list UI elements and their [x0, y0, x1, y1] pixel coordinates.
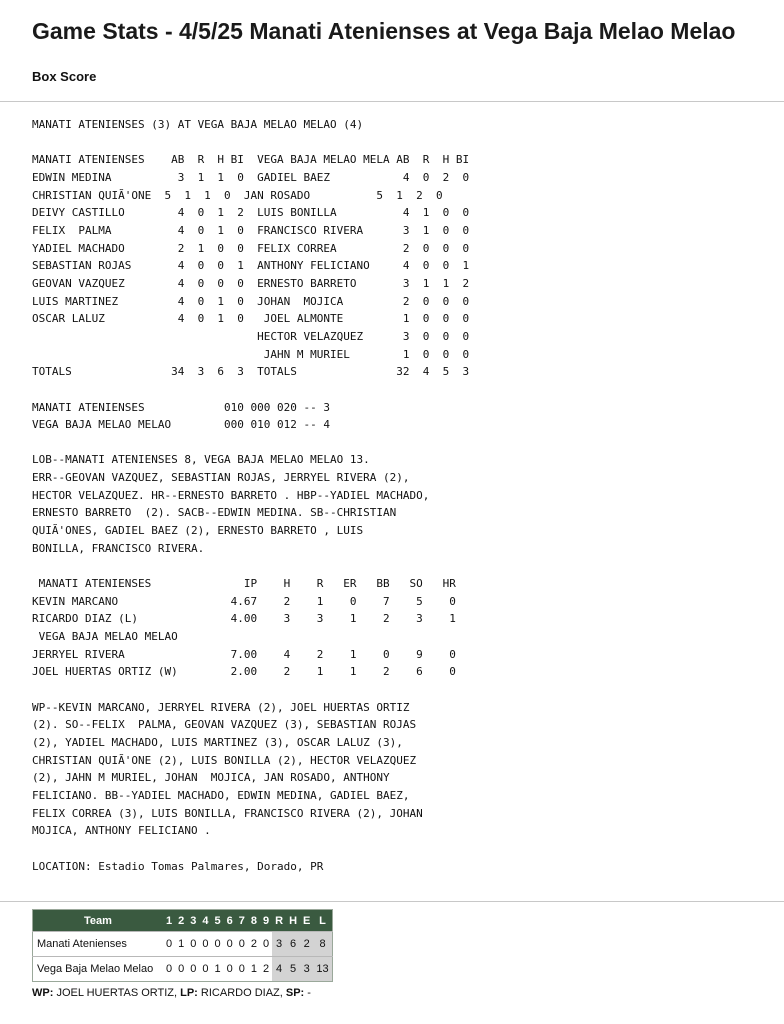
team-name: Manati Atenienses — [33, 932, 164, 957]
column-header-inning: 5 — [212, 910, 224, 932]
inning-score: 0 — [224, 932, 236, 957]
save-pitcher-name: - — [304, 987, 311, 999]
column-header-hits: H — [286, 910, 300, 932]
total-hits: 5 — [286, 957, 300, 982]
inning-score: 1 — [248, 957, 260, 982]
inning-score: 2 — [260, 957, 272, 982]
total-runs: 4 — [272, 957, 286, 982]
column-header-inning: 3 — [187, 910, 199, 932]
inning-score: 1 — [212, 957, 224, 982]
inning-score: 0 — [199, 932, 211, 957]
column-header-lob: L — [313, 910, 332, 932]
inning-score: 0 — [175, 957, 187, 982]
box-score-text: MANATI ATENIENSES (3) AT VEGA BAJA MELAO MELAO (4) MANATI ATENIENSES AB R H BI VEGA BAJA MELAO MELA AB R H BI EDWIN MEDINA 3 1 1 0 GADIEL BAEZ 4 0 2 0 CHRISTIAN QUIÃ'ONE 5 1 1 0 JAN ROSADO 5 1 2 0 DEIVY CASTILLO 4 0 1 2 LUIS BONILLA 4 1 0 0 FELIX PALMA 4 0 1 0 FRANCISCO RIVERA 3 1 0 0 YADIEL MACHADO 2 1 0 0 FELIX CORREA 2 0 0 0 SEBASTIAN ROJAS 4 0 0 1 ANTHONY FELICIANO 4 0 0 1 GEOVAN VAZQUEZ 4 0 0 0 ERNESTO BARRETO 3 1 1 2 LUIS MARTINEZ 4 0 1 0 JOHAN MOJICA 2 0 0 0 OSCAR LALUZ 4 0 1 0 JOEL ALMONTE 1 0 0 0 HECTOR VELAZQUEZ 3 0 0 0 JAHN M MURIEL 1 0 0 0 TOTALS 34 3 6 3 TOTALS 32 4 5 3 MANATI ATENIENSES 010 000 020 -- 3 VEGA BAJA MELAO MELAO 000 010 012 -- 4 LOB--MANATI ATENIENSES 8, VEGA BAJA MELAO MELAO 13. ERR--GEOVAN VAZQUEZ, SEBASTIAN ROJAS, JERRYEL RIVERA (2), HECTOR VELAZQUEZ. HR--ERNESTO BARRETO . HBP--YADIEL MACHADO, ERNESTO BARRETO (2). SACB--EDWIN MEDINA. SB--CHRISTIAN QUIÃ'ONES, GADIEL BAEZ (2), ERNESTO BARRETO , LUIS BONILLA, FRANCISCO RIVERA. MANATI ATENIENSES IP H R ER BB SO HR KEVIN MARCANO 4.67 2 1 0 7 5 0 RICARDO DIAZ (L) 4.00 3 3 1 2 3 1 VEGA BAJA MELAO MELAO JERRYEL RIVERA 7.00 4 2 1 0 9 0 JOEL HUERTAS ORTIZ (W) 2.00 2 1 1 2 6 0 WP--KEVIN MARCANO, JERRYEL RIVERA (2), JOEL HUERTAS ORTIZ (2). SO--FELIX PALMA, GEOVAN VAZQUEZ (3), SEBASTIAN ROJAS (2), YADIEL MACHADO, LUIS MARTINEZ (3), OSCAR LALUZ (3), CHRISTIAN QUIÃ'ONE (2), LUIS BONILLA (2), HECTOR VELAZQUEZ (2), JAHN M MURIEL, JOHAN MOJICA, JAN ROSADO, ANTHONY FELICIANO. BB--YADIEL MACHADO, EDWIN MEDINA, GADIEL BAEZ, FELIX CORREA (3), LUIS BONILLA, FRANCISCO RIVERA (2), JOHAN MOJICA, ANTHONY FELICIANO . LOCATION: Estadio Tomas Palmares, Dorado, PR — [32, 118, 470, 873]
inning-score: 0 — [163, 957, 175, 982]
total-lob: 8 — [313, 932, 332, 957]
table-row — [33, 957, 333, 982]
losing-pitcher-label: LP: — [180, 987, 198, 999]
losing-pitcher-name: RICARDO DIAZ, — [197, 987, 286, 999]
inning-score: 0 — [260, 932, 272, 957]
column-header-inning: 4 — [199, 910, 211, 932]
divider — [0, 901, 784, 902]
column-header-inning: 7 — [236, 910, 248, 932]
inning-score: 0 — [224, 957, 236, 982]
total-lob: 13 — [313, 957, 332, 982]
total-errors: 3 — [300, 957, 313, 982]
column-header-inning: 2 — [175, 910, 187, 932]
total-runs: 3 — [272, 932, 286, 957]
team-name: Vega Baja Melao Melao — [33, 957, 164, 982]
column-header-inning: 8 — [248, 910, 260, 932]
inning-score: 0 — [187, 932, 199, 957]
inning-score: 0 — [212, 932, 224, 957]
inning-score: 1 — [175, 932, 187, 957]
column-header-inning: 6 — [224, 910, 236, 932]
line-score-header-row — [33, 910, 333, 932]
inning-score: 0 — [163, 932, 175, 957]
column-header-errors: E — [300, 910, 313, 932]
column-header-team: Team — [33, 910, 164, 932]
total-hits: 6 — [286, 932, 300, 957]
save-pitcher-label: SP: — [285, 987, 305, 999]
section-title-box-score: Box Score — [32, 69, 97, 84]
inning-score: 2 — [248, 932, 260, 957]
page-title: Game Stats - 4/5/25 Manati Atenienses at Vega Baja Melao Melao — [32, 18, 736, 44]
inning-score: 0 — [199, 957, 211, 982]
column-header-inning: 9 — [260, 910, 272, 932]
total-errors: 2 — [300, 932, 313, 957]
pitchers-of-record — [32, 987, 311, 999]
inning-score: 0 — [236, 932, 248, 957]
column-header-inning: 1 — [163, 910, 175, 932]
inning-score: 0 — [187, 957, 199, 982]
winning-pitcher-name: JOEL HUERTAS ORTIZ, — [53, 987, 181, 999]
inning-score: 0 — [236, 957, 248, 982]
winning-pitcher-label: WP: — [32, 987, 54, 999]
table-row — [33, 932, 333, 957]
line-score-table — [32, 909, 333, 982]
column-header-runs: R — [272, 910, 286, 932]
divider — [0, 101, 784, 102]
